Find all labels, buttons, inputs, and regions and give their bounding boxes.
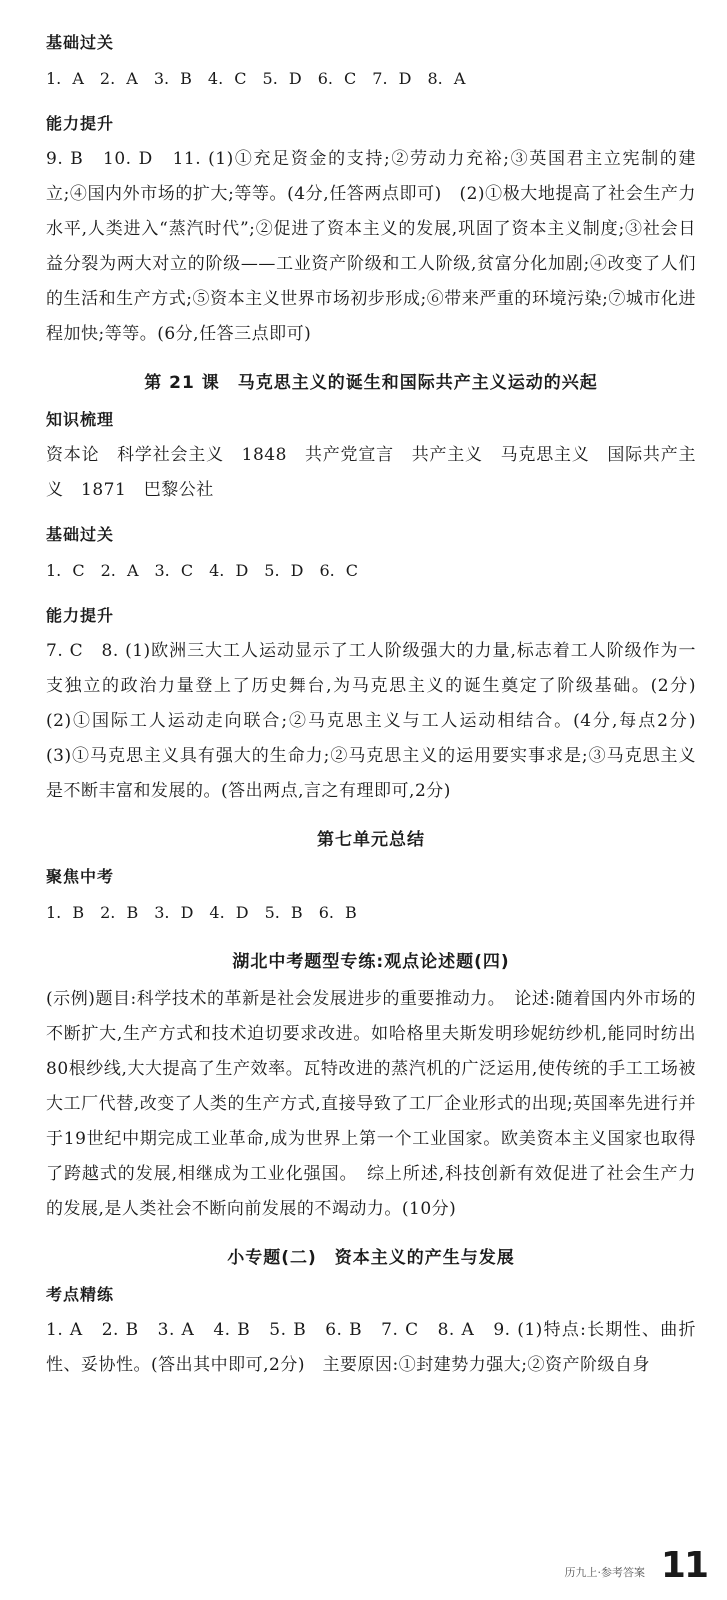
lesson-title: 第 21 课 马克思主义的诞生和国际共产主义运动的兴起 — [144, 373, 598, 393]
answer-paragraph: 资本论 科学社会主义 1848 共产党宣言 共产主义 马克思主义 国际共产主义 1871 巴黎公社 — [46, 445, 696, 500]
lesson-title: 湖北中考题型专练:观点论述题(四) — [232, 952, 510, 972]
footer-label: 历九上·参考答案 — [564, 1566, 645, 1579]
answer-paragraph: 1. A 2. B 3. A 4. B 5. B 6. B 7. C 8. A 9. (1)特点:长期性、曲折性、妥协性。(答出其中即可,2分) 主要原因:①封建势力强大;②资产阶级自身 — [46, 1320, 696, 1375]
section-heading: 基础过关 — [46, 33, 115, 52]
answer-paragraph: 7. C 8. (1)欧洲三大工人运动显示了工人阶级强大的力量,标志着工人阶级作为一支独立的政治力量登上了历史舞台,为马克思主义的诞生奠定了阶级基础。(2分) (2)①国际工人运动走向联合;②马克思主义与工人运动相结合。(4分,每点2分) (3)①马克思主义具有强大的生命力;②马克思主义的运用要实事求是;③马克思主义是不断丰富和发展的。(答出两点,言之有理即可,2分) — [46, 641, 714, 801]
section-heading: 知识梳理 — [46, 410, 115, 429]
section-heading: 基础过关 — [46, 525, 115, 544]
page-number: 11 — [660, 1545, 707, 1586]
answer-line: 1. A 2. A 3. B 4. C 5. D 6. C 7. D 8. A — [46, 69, 466, 88]
answer-line: 1. C 2. A 3. C 4. D 5. D 6. C — [46, 561, 359, 580]
answer-page — [46, 30, 714, 1383]
section-heading: 能力提升 — [46, 114, 115, 133]
answer-line: 1. B 2. B 3. D 4. D 5. B 6. B — [46, 903, 357, 922]
lesson-title: 第七单元总结 — [317, 830, 425, 850]
answer-paragraph: 9. B 10. D 11. (1)①充足资金的支持;②劳动力充裕;③英国君主立宪制的建立;④国内外市场的扩大;等等。(4分,任答两点即可) (2)①极大地提高了社会生产力水平,人类进入“蒸汽时代”;②促进了资本主义的发展,巩固了资本主义制度;③社会日益分裂为两大对立的阶级——工业资产阶级和工人阶级,贫富分化加剧;④改变了人们的生活和生产方式;⑤资本主义世界市场初步形成;⑥带来严重的环境污染;⑦城市化进程加快;等等。(6分,任答三点即可) — [46, 149, 696, 344]
section-heading: 能力提升 — [46, 606, 115, 625]
section-heading: 聚焦中考 — [46, 867, 115, 886]
answer-paragraph: (示例)题目:科学技术的革新是社会发展进步的重要推动力。 论述:随着国内外市场的不断扩大,生产方式和技术迫切要求改进。如哈格里夫斯发明珍妮纺纱机,能同时纺出80根纱线,大大提高了生产效率。瓦特改进的蒸汽机的广泛运用,使传统的手工工场被大工厂代替,改变了人类的生产方式,直接导致了工厂企业形式的出现;英国率先进行并于19世纪中期完成工业革命,成为世界上第一个工业国家。欧美资本主义国家也取得了跨越式的发展,相继成为工业化强国。 综上所述,科技创新有效促进了社会生产力的发展,是人类社会不断向前发展的不竭动力。(10分) — [46, 989, 696, 1219]
section-heading: 考点精练 — [46, 1285, 115, 1304]
lesson-title: 小专题(二) 资本主义的产生与发展 — [227, 1248, 515, 1268]
